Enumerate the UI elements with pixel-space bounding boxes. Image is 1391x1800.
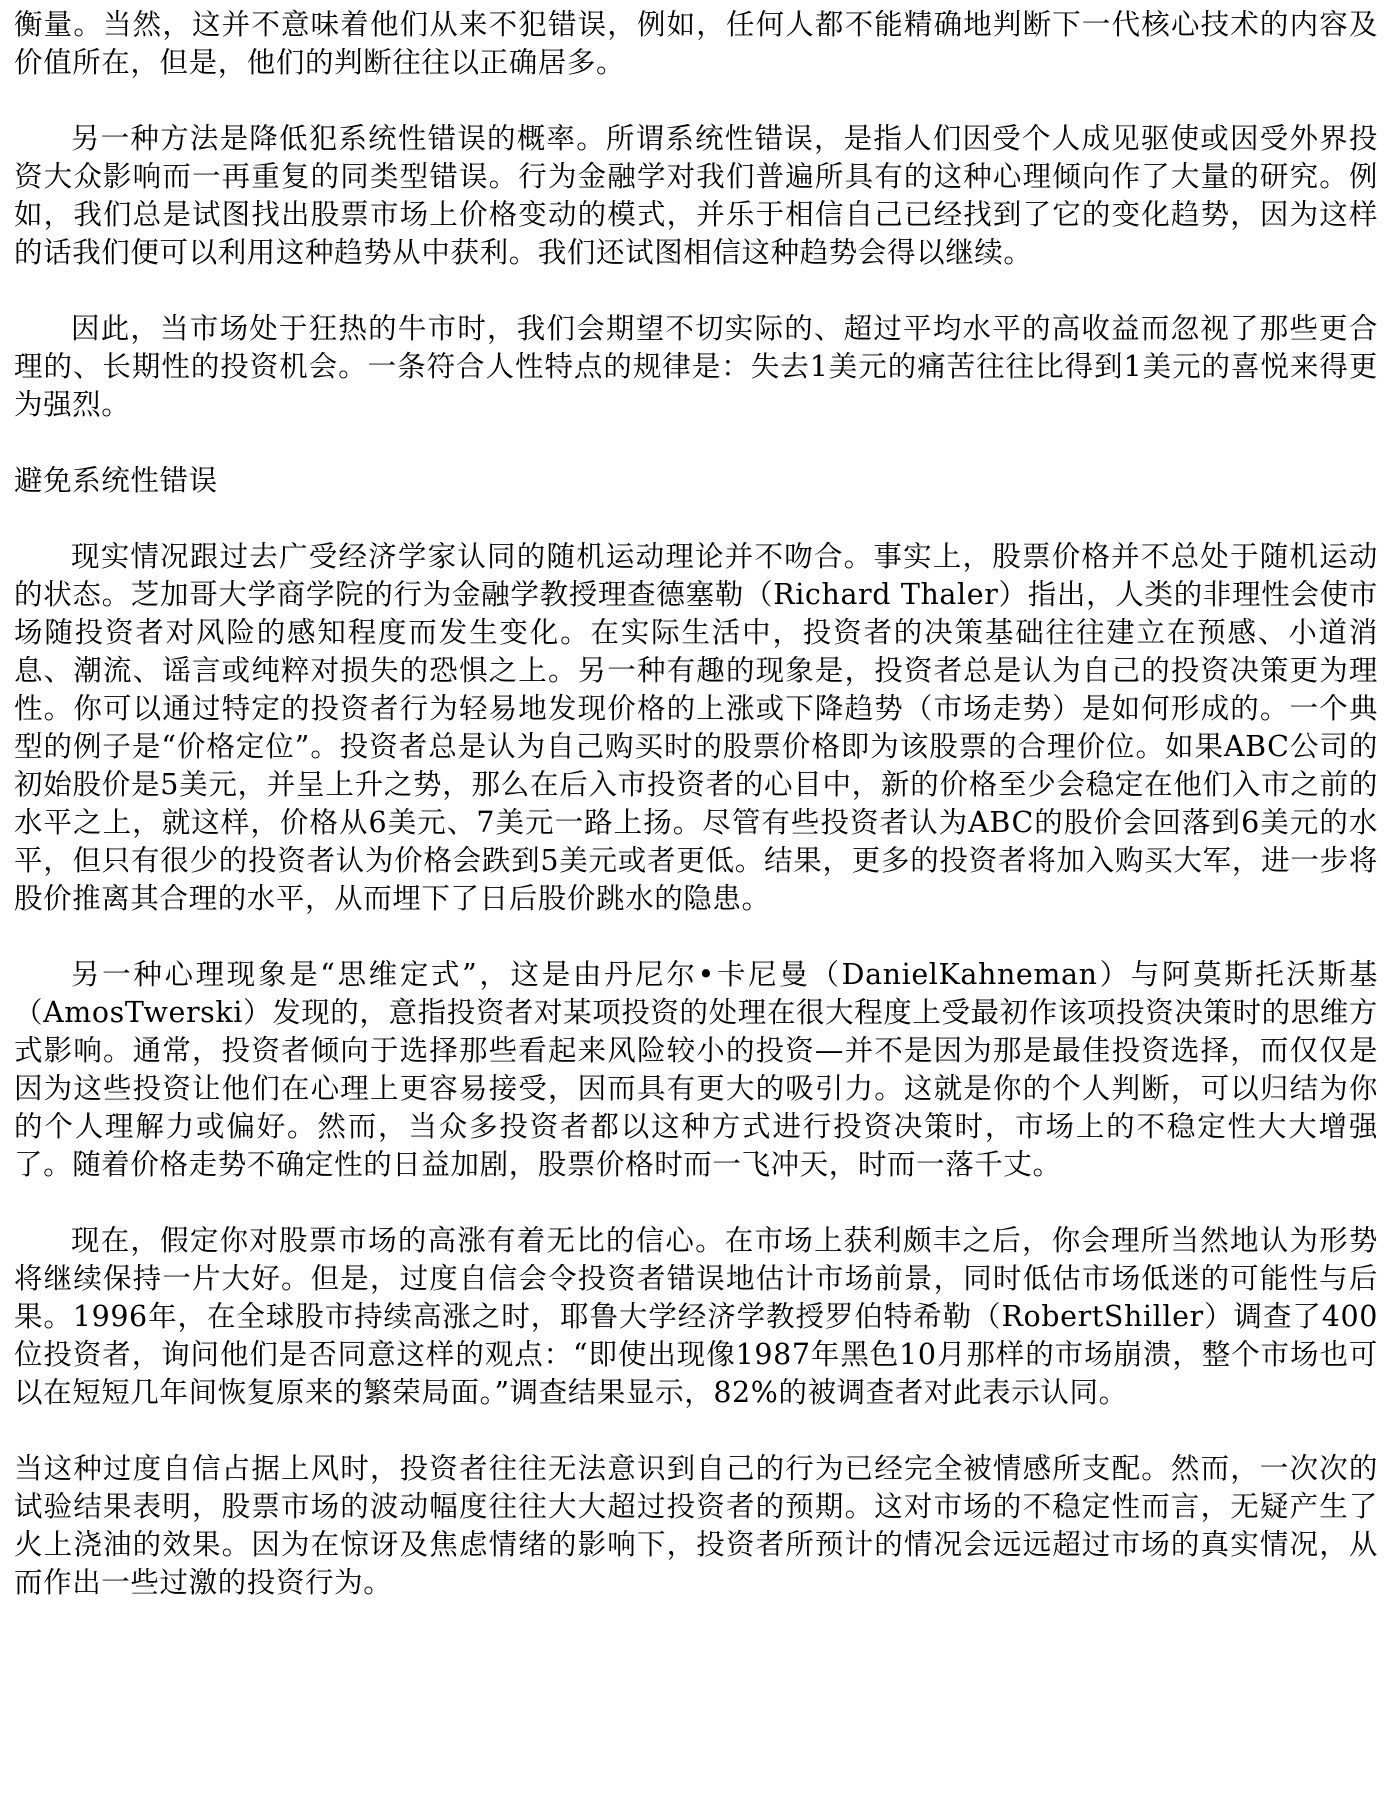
paragraph-emotion: 当这种过度自信占据上风时，投资者往往无法意识到自己的行为已经完全被情感所支配。然而，一次次的试验结果表明，股票市场的波动幅度往往大大超过投资者的预期。这对市场的不稳定性而言，无疑产生了火上浇油的效果。因为在惊讶及焦虑情绪的影响下，投资者所预计的情况会远远超过市场的真实情况，从而作出一些过激的投资行为。 bbox=[14, 1452, 1378, 1599]
paragraph-overconfidence: 现在，假定你对股票市场的高涨有着无比的信心。在市场上获利颇丰之后，你会理所当然地认为形势将继续保持一片大好。但是，过度自信会令投资者错误地估计市场前景，同时低估市场低迷的可能性与后果。1996年，在全球股市持续高涨之时，耶鲁大学经济学教授罗伯特希勒（RobertShiller）调查了400位投资者，询问他们是否同意这样的观点：“即使出现像1987年黑色10月那样的市场崩溃，整个市场也可以在短短几年间恢复原来的繁荣局面。”调查结果显示，82%的被调查者对此表示认同。 bbox=[14, 1224, 1378, 1409]
paragraph-bull-market: 因此，当市场处于狂热的牛市时，我们会期望不切实际的、超过平均水平的高收益而忽视了那些更合理的、长期性的投资机会。一条符合人性特点的规律是：失去1美元的痛苦往往比得到1美元的喜悦来得更为强烈。 bbox=[14, 312, 1378, 421]
paragraph-random-walk: 现实情况跟过去广受经济学家认同的随机运动理论并不吻合。事实上，股票价格并不总处于随机运动的状态。芝加哥大学商学院的行为金融学教授理查德塞勒（Richard Thaler）指出，人类的非理性会使市场随投资者对风险的感知程度而发生变化。在实际生活中，投资者的决策基础往往建立在预感、小道消息、潮流、谣言或纯粹对损失的恐惧之上。另一种有趣的现象是，投资者总是认为自己的投资决策更为理性。你可以通过特定的投资者行为轻易地发现价格的上涨或下降趋势（市场走势）是如何形成的。一个典型的例子是“价格定位”。投资者总是认为自己购买时的股票价格即为该股票的合理价位。如果ABC公司的初始股价是5美元，并呈上升之势，那么在后入市投资者的心目中，新的价格至少会稳定在他们入市之前的水平之上，就这样，价格从6美元、7美元一路上扬。尽管有些投资者认为ABC的股价会回落到6美元的水平，但只有很少的投资者认为价格会跌到5美元或者更低。结果，更多的投资者将加入购买大军，进一步将股价推离其合理的水平，从而埋下了日后股价跳水的隐患。 bbox=[14, 540, 1378, 915]
paragraph-systematic-error: 另一种方法是降低犯系统性错误的概率。所谓系统性错误，是指人们因受个人成见驱使或因受外界投资大众影响而一再重复的同类型错误。行为金融学对我们普遍所具有的这种心理倾向作了大量的研究。例如，我们总是试图找出股票市场上价格变动的模式，并乐于相信自己已经找到了它的变化趋势，因为这样的话我们便可以利用这种趋势从中获利。我们还试图相信这种趋势会得以继续。 bbox=[14, 122, 1378, 269]
paragraph-continuation: 衡量。当然，这并不意味着他们从来不犯错误，例如，任何人都不能精确地判断下一代核心技术的内容及价值所在，但是，他们的判断往往以正确居多。 bbox=[14, 8, 1378, 79]
paragraph-mental-framing: 另一种心理现象是“思维定式”，这是由丹尼尔•卡尼曼（DanielKahneman）与阿莫斯托沃斯基（AmosTwerski）发现的，意指投资者对某项投资的处理在很大程度上受最初作该项投资决策时的思维方式影响。通常，投资者倾向于选择那些看起来风险较小的投资—并不是因为那是最佳投资选择，而仅仅是因为这些投资让他们在心理上更容易接受，因而具有更大的吸引力。这就是你的个人判断，可以归结为你的个人理解力或偏好。然而，当众多投资者都以这种方式进行投资决策时，市场上的不稳定性大大增强了。随着价格走势不确定性的日益加剧，股票价格时而一飞冲天，时而一落千丈。 bbox=[14, 958, 1378, 1181]
document-page bbox=[14, 6, 1378, 1602]
section-heading: 避免系统性错误 bbox=[14, 464, 218, 497]
